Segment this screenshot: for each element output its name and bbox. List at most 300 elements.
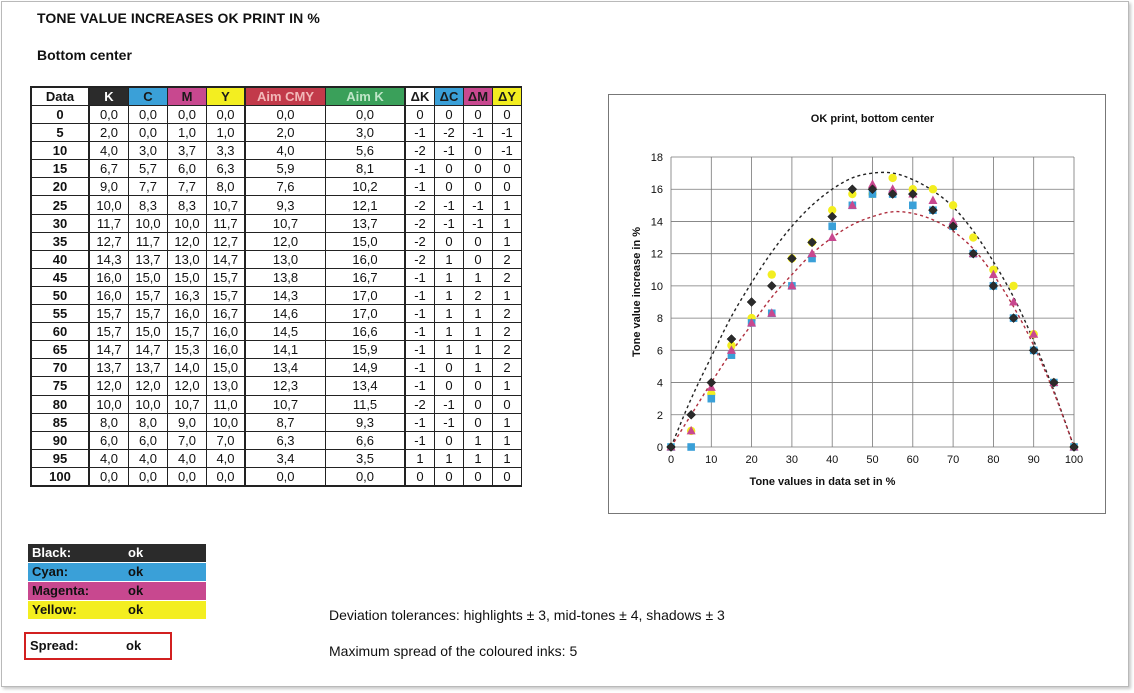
table-cell: -1 (435, 196, 464, 214)
table-cell: 16,0 (90, 269, 129, 287)
table-cell: 14,5 (246, 323, 326, 341)
max-spread-note: Maximum spread of the coloured inks: 5 (329, 643, 578, 659)
table-cell: 17,0 (326, 305, 406, 323)
table-cell: 15,7 (90, 323, 129, 341)
table-cell: 1 (493, 287, 522, 305)
table-cell: 16,0 (326, 251, 406, 269)
table-cell: 5 (30, 124, 90, 142)
table-cell: 10 (30, 142, 90, 160)
table-cell: 12,0 (90, 377, 129, 395)
table-cell: -1 (406, 359, 435, 377)
table-cell: 80 (30, 396, 90, 414)
data-point-yellow (949, 201, 957, 209)
table-cell: 12,7 (90, 233, 129, 251)
table-cell: 0 (493, 178, 522, 196)
table-cell: 2,0 (90, 124, 129, 142)
data-point-black (787, 254, 796, 263)
table-cell: 65 (30, 341, 90, 359)
data-point-black (767, 281, 776, 290)
status-label: Yellow: (32, 602, 77, 617)
table-cell: -1 (406, 269, 435, 287)
table-cell: 12,0 (246, 233, 326, 251)
table-cell: 8,0 (90, 414, 129, 432)
table-cell: 12,0 (168, 377, 207, 395)
table-cell: -1 (406, 160, 435, 178)
table-cell: 6,6 (326, 432, 406, 450)
table-cell: 13,7 (129, 251, 168, 269)
table-cell: 13,8 (246, 269, 326, 287)
table-row (30, 215, 522, 233)
table-cell: 10,0 (90, 196, 129, 214)
table-cell: 95 (30, 450, 90, 468)
status-label: Magenta: (32, 583, 90, 598)
table-row (30, 323, 522, 341)
table-cell: 6,3 (207, 160, 246, 178)
y-tick-label: 4 (656, 377, 663, 390)
table-cell: -1 (406, 305, 435, 323)
table-cell: 50 (30, 287, 90, 305)
column-header: C (129, 86, 168, 106)
tone-value-chart (609, 95, 1105, 513)
table-cell: 0 (464, 233, 493, 251)
table-cell: 1 (464, 323, 493, 341)
table-cell: 6,0 (90, 432, 129, 450)
x-tick-label: 50 (866, 454, 879, 466)
table-cell: 0,0 (246, 468, 326, 487)
table-cell: 15 (30, 160, 90, 178)
table-cell: 0 (464, 377, 493, 395)
table-cell: 8,0 (129, 414, 168, 432)
table-cell: 0 (493, 468, 522, 487)
table-cell: 11,5 (326, 396, 406, 414)
table-cell: 15,7 (207, 269, 246, 287)
y-tick-label: 18 (650, 152, 663, 164)
table-cell: 1 (435, 450, 464, 468)
table-cell: 11,7 (90, 215, 129, 233)
table-cell: 1 (435, 305, 464, 323)
table-cell: 2 (464, 287, 493, 305)
table-cell: 9,0 (168, 414, 207, 432)
table-cell: 0 (464, 142, 493, 160)
table-cell: 15,0 (326, 233, 406, 251)
data-point-black (707, 378, 716, 387)
table-cell: 15,7 (168, 323, 207, 341)
data-point-yellow (768, 270, 776, 278)
table-cell: 0 (464, 106, 493, 124)
table-cell: 15,7 (207, 287, 246, 305)
table-cell: -2 (406, 215, 435, 233)
data-point-yellow (929, 185, 937, 193)
column-header: M (168, 86, 207, 106)
table-cell: -1 (435, 142, 464, 160)
table-cell: 0,0 (90, 468, 129, 487)
table-cell: 1 (435, 287, 464, 305)
table-cell: 5,6 (326, 142, 406, 160)
table-cell: 8,3 (129, 196, 168, 214)
table-cell: 1 (464, 450, 493, 468)
table-row (30, 142, 522, 160)
table-cell: 0,0 (90, 106, 129, 124)
table-cell: -1 (493, 124, 522, 142)
table-cell: 3,5 (326, 450, 406, 468)
table-cell: -2 (406, 233, 435, 251)
table-cell: 16,0 (168, 305, 207, 323)
table-cell: 1 (493, 233, 522, 251)
data-point-black (828, 212, 837, 221)
table-cell: 4,0 (168, 450, 207, 468)
table-cell: 0,0 (207, 468, 246, 487)
table-cell: 3,7 (168, 142, 207, 160)
table-cell: -1 (406, 124, 435, 142)
table-cell: 0,0 (326, 468, 406, 487)
table-cell: 0,0 (246, 106, 326, 124)
x-tick-label: 80 (987, 454, 1000, 466)
table-cell: 0,0 (129, 124, 168, 142)
table-cell: 0 (435, 160, 464, 178)
column-header: Y (207, 86, 246, 106)
table-cell: 4,0 (90, 450, 129, 468)
table-row (30, 305, 522, 323)
table-cell: 0 (464, 251, 493, 269)
data-point-black (687, 410, 696, 419)
table-cell: 16,0 (207, 341, 246, 359)
page-title: TONE VALUE INCREASES OK PRINT IN % (37, 10, 320, 26)
table-cell: 1 (493, 432, 522, 450)
table-cell: 16,6 (326, 323, 406, 341)
table-cell: 10,0 (129, 215, 168, 233)
table-cell: 5,9 (246, 160, 326, 178)
table-row (30, 450, 522, 468)
table-cell: 2 (493, 269, 522, 287)
table-cell: 70 (30, 359, 90, 377)
table-cell: 0 (464, 178, 493, 196)
column-header: Data (30, 86, 90, 106)
table-cell: 0 (435, 432, 464, 450)
table-cell: 0 (464, 160, 493, 178)
column-header: ΔC (435, 86, 464, 106)
status-value: ok (128, 545, 144, 560)
table-cell: 0 (464, 468, 493, 487)
data-point-yellow (888, 174, 896, 182)
table-cell: -1 (435, 414, 464, 432)
data-point-cyan (708, 395, 716, 403)
table-cell: 14,7 (129, 341, 168, 359)
table-cell: 0 (493, 396, 522, 414)
column-header: Aim K (326, 86, 406, 106)
table-row (30, 396, 522, 414)
table-cell: 1 (493, 414, 522, 432)
table-row (30, 124, 522, 142)
table-cell: -2 (406, 196, 435, 214)
table-cell: 14,7 (207, 251, 246, 269)
table-cell: -2 (435, 124, 464, 142)
x-tick-label: 90 (1027, 454, 1040, 466)
table-cell: 14,3 (90, 251, 129, 269)
table-cell: 12,1 (326, 196, 406, 214)
table-cell: 0,0 (168, 468, 207, 487)
table-cell: -1 (406, 287, 435, 305)
table-cell: 15,7 (129, 305, 168, 323)
table-cell: 16,0 (90, 287, 129, 305)
table-cell: 0 (435, 377, 464, 395)
table-cell: 10,0 (90, 396, 129, 414)
column-header: ΔK (406, 86, 435, 106)
data-point-magenta (828, 233, 837, 242)
table-cell: 11,7 (129, 233, 168, 251)
page-subtitle: Bottom center (37, 47, 132, 63)
table-cell: 1 (435, 251, 464, 269)
table-cell: 13,7 (326, 215, 406, 233)
table-cell: 10,2 (326, 178, 406, 196)
chart-title: OK print, bottom center (810, 113, 935, 125)
table-cell: 9,3 (246, 196, 326, 214)
status-row-magenta (28, 582, 206, 600)
table-cell: 1,0 (168, 124, 207, 142)
table-cell: 7,0 (168, 432, 207, 450)
table-cell: 1 (435, 269, 464, 287)
column-header: K (90, 86, 129, 106)
chart-panel (608, 94, 1106, 514)
table-cell: 45 (30, 269, 90, 287)
table-row (30, 432, 522, 450)
table-cell: 0 (464, 414, 493, 432)
table-cell: 2 (493, 305, 522, 323)
table-cell: -1 (464, 196, 493, 214)
table-cell: 13,4 (246, 359, 326, 377)
table-cell: 8,7 (246, 414, 326, 432)
table-cell: 14,6 (246, 305, 326, 323)
table-cell: 3,4 (246, 450, 326, 468)
table-cell: 0,0 (129, 106, 168, 124)
table-cell: 15,0 (168, 269, 207, 287)
column-header: Aim CMY (246, 86, 326, 106)
table-cell: -2 (406, 396, 435, 414)
status-value: ok (128, 583, 144, 598)
table-cell: 13,7 (90, 359, 129, 377)
table-cell: 3,0 (326, 124, 406, 142)
table-cell: 0 (435, 178, 464, 196)
table-cell: 0 (30, 106, 90, 124)
table-row (30, 341, 522, 359)
table-cell: -2 (406, 142, 435, 160)
table-row (30, 251, 522, 269)
table-cell: 0 (493, 160, 522, 178)
table-row (30, 359, 522, 377)
table-cell: 15,3 (168, 341, 207, 359)
table-cell: 14,1 (246, 341, 326, 359)
spread-value: ok (126, 638, 142, 653)
x-tick-label: 30 (785, 454, 799, 466)
table-cell: 75 (30, 377, 90, 395)
table-cell: 0 (435, 106, 464, 124)
data-point-yellow (1009, 282, 1017, 290)
status-row-black (28, 544, 206, 562)
status-value: ok (128, 564, 144, 579)
table-cell: 9,0 (90, 178, 129, 196)
table-row (30, 106, 522, 124)
spread-label: Spread: (30, 638, 79, 653)
x-tick-label: 20 (745, 454, 758, 466)
table-cell: 0,0 (326, 106, 406, 124)
table-cell: -1 (435, 215, 464, 233)
table-cell: 1 (464, 359, 493, 377)
table-cell: 1 (464, 269, 493, 287)
table-cell: 8,3 (168, 196, 207, 214)
table-cell: 4,0 (129, 450, 168, 468)
table-cell: 25 (30, 196, 90, 214)
table-cell: 6,7 (90, 160, 129, 178)
table-cell: 15,0 (207, 359, 246, 377)
table-cell: 10,0 (207, 414, 246, 432)
table-cell: 1 (435, 341, 464, 359)
status-label: Cyan: (32, 564, 69, 579)
table-cell: 7,7 (129, 178, 168, 196)
x-axis-label: Tone values in data set in % (749, 476, 896, 488)
y-tick-label: 2 (656, 409, 663, 422)
table-cell: 40 (30, 251, 90, 269)
table-cell: 0,0 (207, 106, 246, 124)
table-cell: 8,1 (326, 160, 406, 178)
table-cell: 15,7 (129, 287, 168, 305)
y-tick-label: 0 (656, 442, 663, 454)
data-point-black (747, 298, 756, 307)
table-cell: 7,7 (168, 178, 207, 196)
data-point-cyan (687, 443, 695, 451)
spread-status (30, 638, 142, 653)
y-tick-label: 10 (650, 280, 663, 293)
table-cell: 16,7 (207, 305, 246, 323)
table-cell: 15,0 (129, 323, 168, 341)
table-cell: -1 (406, 178, 435, 196)
table-cell: 2 (493, 323, 522, 341)
table-cell: 15,7 (90, 305, 129, 323)
table-cell: -1 (435, 396, 464, 414)
status-value: ok (128, 602, 144, 617)
table-cell: 85 (30, 414, 90, 432)
table-cell: 0 (435, 359, 464, 377)
x-tick-label: 100 (1064, 454, 1084, 466)
table-cell: 4,0 (246, 142, 326, 160)
table-cell: 1,0 (207, 124, 246, 142)
table-cell: 0 (435, 468, 464, 487)
data-point-black (808, 238, 817, 247)
table-row (30, 287, 522, 305)
table-cell: 10,7 (168, 396, 207, 414)
table-cell: -1 (406, 414, 435, 432)
table-cell: -1 (406, 323, 435, 341)
table-cell: 12,0 (168, 233, 207, 251)
status-label: Black: (32, 545, 72, 560)
data-point-cyan (909, 202, 917, 210)
y-tick-label: 14 (650, 216, 663, 229)
table-cell: 2 (493, 359, 522, 377)
table-cell: 13,7 (129, 359, 168, 377)
table-cell: 0,0 (168, 106, 207, 124)
table-cell: 7,0 (207, 432, 246, 450)
table-cell: 35 (30, 233, 90, 251)
table-cell: 6,0 (129, 432, 168, 450)
table-body (30, 106, 522, 487)
status-row-cyan (28, 563, 206, 581)
table-row (30, 468, 522, 487)
table-cell: -2 (406, 251, 435, 269)
table-cell: 12,3 (246, 377, 326, 395)
data-point-yellow (969, 233, 977, 241)
table-cell: 1 (493, 215, 522, 233)
table-cell: 2 (493, 251, 522, 269)
table-cell: 100 (30, 468, 90, 487)
table-row (30, 269, 522, 287)
x-tick-label: 0 (667, 454, 675, 466)
y-tick-label: 12 (650, 248, 663, 261)
table-cell: 14,0 (168, 359, 207, 377)
y-tick-label: 16 (650, 184, 663, 197)
table-cell: 11,7 (207, 215, 246, 233)
table-cell: 15,0 (129, 269, 168, 287)
table-cell: 1 (464, 341, 493, 359)
table-cell: -1 (406, 341, 435, 359)
x-tick-label: 40 (826, 454, 839, 466)
y-axis-label: Tone value increase in % (631, 226, 643, 358)
data-point-cyan (828, 222, 836, 230)
table-cell: 6,3 (246, 432, 326, 450)
table-cell: 3,3 (207, 142, 246, 160)
data-point-magenta (928, 196, 937, 205)
table-cell: 10,0 (168, 215, 207, 233)
table-cell: 10,0 (129, 396, 168, 414)
table-cell: 2 (493, 341, 522, 359)
table-cell: 13,0 (246, 251, 326, 269)
table-cell: 3,0 (129, 142, 168, 160)
table-cell: 5,7 (129, 160, 168, 178)
table-cell: 1 (493, 377, 522, 395)
x-tick-label: 60 (906, 454, 919, 466)
table-cell: 4,0 (207, 450, 246, 468)
x-tick-label: 70 (946, 454, 960, 466)
table-cell: 1 (464, 432, 493, 450)
table-cell: 1 (493, 196, 522, 214)
table-cell: 13,4 (326, 377, 406, 395)
table-cell: 12,0 (129, 377, 168, 395)
table-cell: 0 (464, 396, 493, 414)
table-cell: 16,0 (207, 323, 246, 341)
table-cell: 55 (30, 305, 90, 323)
table-cell: 14,9 (326, 359, 406, 377)
table-cell: 0 (435, 233, 464, 251)
y-tick-label: 8 (656, 313, 663, 326)
table-cell: 11,0 (207, 396, 246, 414)
table-cell: 1 (406, 450, 435, 468)
tone-value-table (30, 86, 522, 487)
table-cell: -1 (464, 124, 493, 142)
y-tick-label: 6 (656, 345, 663, 358)
table-row (30, 160, 522, 178)
table-row (30, 196, 522, 214)
table-cell: 10,7 (207, 196, 246, 214)
table-cell: 20 (30, 178, 90, 196)
table-cell: 0 (406, 468, 435, 487)
table-row (30, 414, 522, 432)
table-cell: 0,0 (129, 468, 168, 487)
table-cell: 10,7 (246, 396, 326, 414)
table-cell: 90 (30, 432, 90, 450)
data-point-magenta (808, 249, 817, 258)
table-row (30, 377, 522, 395)
table-cell: 15,9 (326, 341, 406, 359)
table-cell: -1 (493, 142, 522, 160)
table-cell: 17,0 (326, 287, 406, 305)
table-cell: 16,7 (326, 269, 406, 287)
